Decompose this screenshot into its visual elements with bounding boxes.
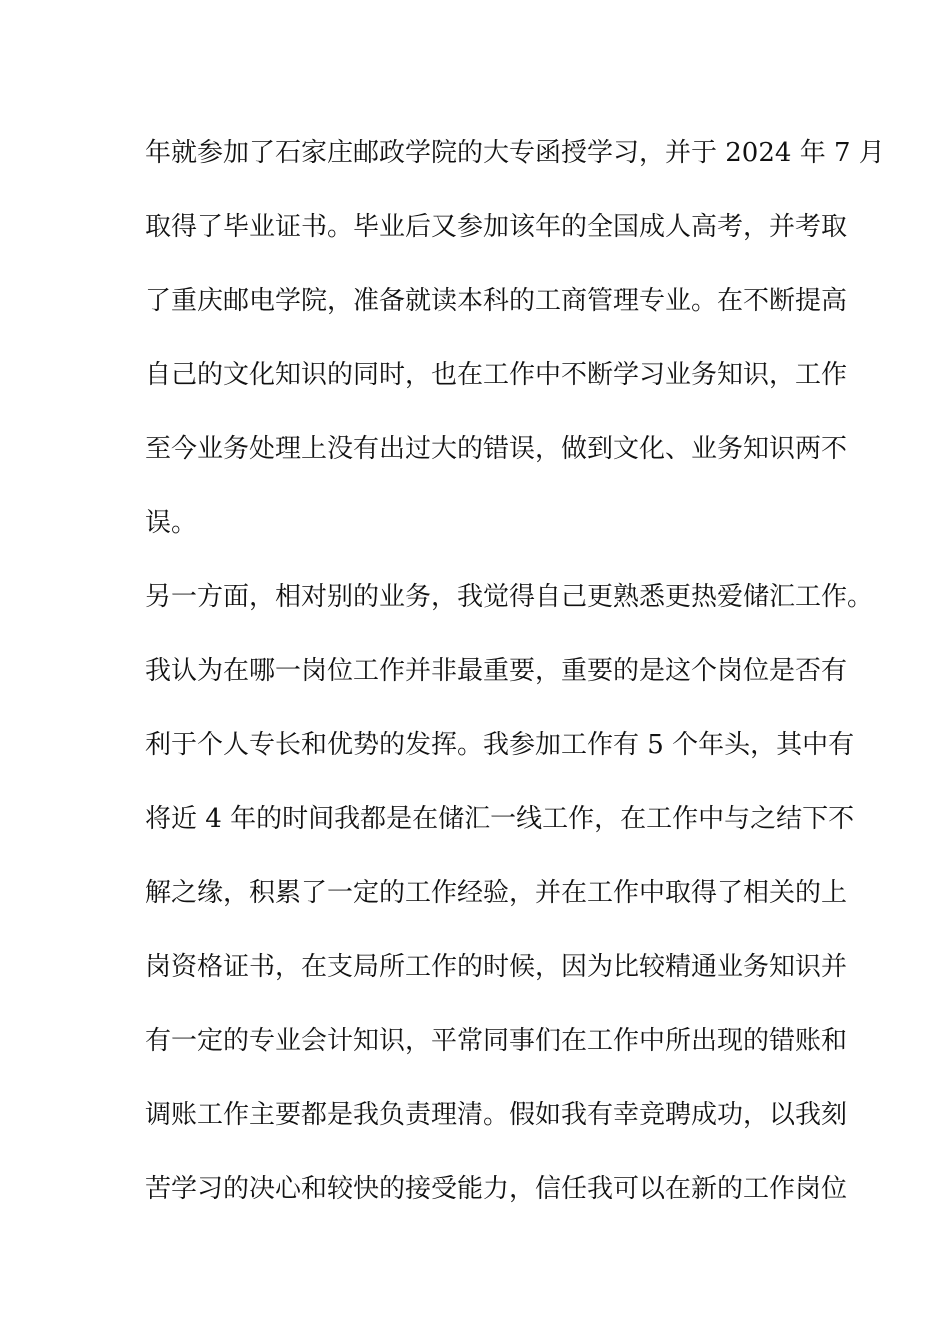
- text-line: 利于个人专长和优势的发挥。我参加工作有 5 个年头，其中有: [145, 730, 855, 760]
- text-line: 苦学习的决心和较快的接受能力，信任我可以在新的工作岗位: [145, 1174, 848, 1204]
- text-line: 年就参加了石家庄邮政学院的大专函授学习，并于 2024 年 7 月: [145, 138, 885, 168]
- text-line: 至今业务处理上没有出过大的错误，做到文化、业务知识两不: [145, 434, 848, 464]
- text-line: 了重庆邮电学院，准备就读本科的工商管理专业。在不断提高: [145, 286, 848, 316]
- text-line: 误。: [145, 508, 198, 538]
- text-line: 将近 4 年的时间我都是在储汇一线工作，在工作中与之结下不: [145, 804, 855, 834]
- text-line: 取得了毕业证书。毕业后又参加该年的全国成人高考，并考取: [145, 212, 848, 242]
- text-line: 我认为在哪一岗位工作并非最重要，重要的是这个岗位是否有: [145, 656, 848, 686]
- text-line: 调账工作主要都是我负责理清。假如我有幸竞聘成功，以我刻: [145, 1100, 848, 1130]
- text-line: 解之缘，积累了一定的工作经验，并在工作中取得了相关的上: [145, 878, 848, 908]
- text-line: 自己的文化知识的同时，也在工作中不断学习业务知识，工作: [145, 360, 848, 390]
- text-line: 另一方面，相对别的业务，我觉得自己更熟悉更热爱储汇工作。: [145, 582, 874, 612]
- text-line: 岗资格证书，在支局所工作的时候，因为比较精通业务知识并: [145, 952, 848, 982]
- text-line: 有一定的专业会计知识，平常同事们在工作中所出现的错账和: [145, 1026, 848, 1056]
